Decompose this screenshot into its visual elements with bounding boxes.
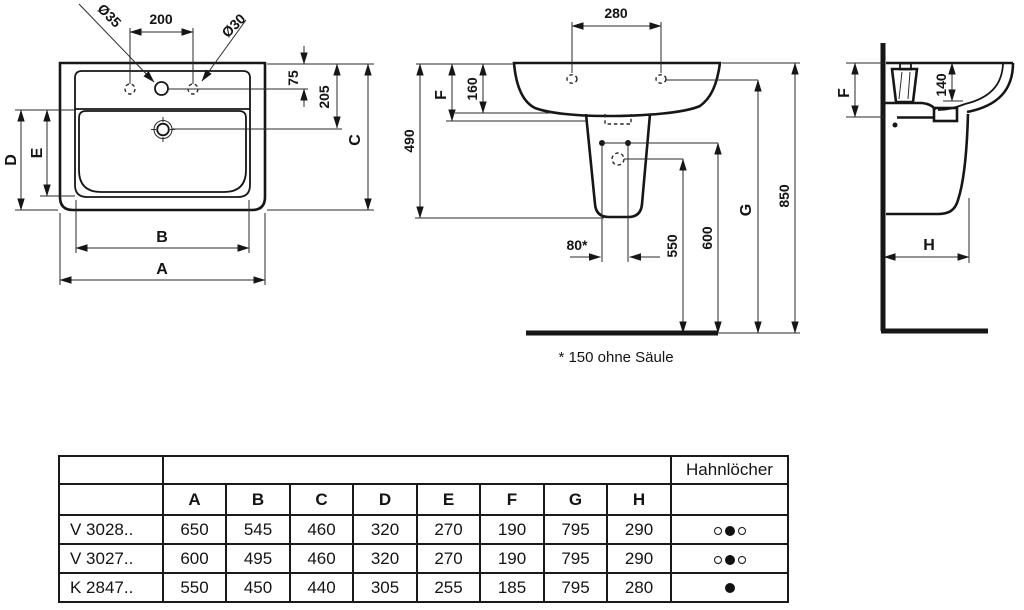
table-row (59, 573, 788, 602)
dim-label-490: 490 (401, 129, 417, 153)
tap-hole-dots (714, 526, 746, 536)
tap-holes-pattern (671, 573, 788, 602)
basin-rim-outline (75, 71, 250, 197)
dim-label-d: D (3, 154, 20, 166)
value-cell: 255 (417, 573, 480, 602)
tap-hole-dots (714, 555, 746, 565)
dim-label-a: A (156, 261, 168, 278)
col-header-e: E (417, 484, 480, 515)
left-tap-hole (125, 84, 135, 94)
value-cell: 270 (417, 515, 480, 544)
value-cell: 550 (163, 573, 226, 602)
fixing-bolt-side (893, 123, 898, 128)
open-hole-icon (714, 527, 722, 535)
col-header-c: C (290, 484, 353, 515)
dimension-table-container (58, 455, 789, 603)
value-cell: 320 (353, 544, 417, 573)
side-view (836, 43, 1013, 331)
tap-holes-header: Hahnlöcher (671, 456, 788, 484)
ext-lines-left (15, 110, 75, 210)
dim-label-dia35: Ø35 (94, 0, 125, 31)
table-row (59, 544, 788, 573)
tap-hole-dots (725, 583, 735, 593)
value-cell: 795 (544, 544, 607, 573)
tap-holes-pattern (671, 544, 788, 573)
table-corner-cell (59, 456, 163, 484)
tap-boss-outline (892, 69, 917, 102)
dim-label-600: 600 (699, 226, 715, 250)
filled-hole-icon (725, 526, 735, 536)
col-header-f: F (480, 484, 544, 515)
dim-label-280: 280 (604, 5, 628, 21)
value-cell: 320 (353, 515, 417, 544)
tap-holes-pattern (671, 515, 788, 544)
value-cell: 450 (226, 573, 290, 602)
col-header-d: D (353, 484, 417, 515)
value-cell: 190 (480, 515, 544, 544)
filled-hole-icon (725, 555, 735, 565)
dim-label-140: 140 (933, 73, 949, 97)
dim-label-850: 850 (776, 184, 792, 208)
value-cell: 280 (607, 573, 671, 602)
value-cell: 495 (226, 544, 290, 573)
dim-label-550: 550 (664, 234, 680, 258)
value-cell: 460 (290, 544, 353, 573)
value-cell: 305 (353, 573, 417, 602)
filled-hole-icon (725, 583, 735, 593)
value-cell: 460 (290, 515, 353, 544)
dim-label-g: G (738, 203, 755, 217)
table-merged-header-cell (163, 456, 671, 484)
value-cell: 650 (163, 515, 226, 544)
value-cell: 600 (163, 544, 226, 573)
open-hole-icon (714, 556, 722, 564)
col-header-h: H (607, 484, 671, 515)
basin-front-outline (514, 63, 720, 116)
model-number: K 2847.. (59, 573, 163, 602)
ext-lines-200 (130, 28, 193, 84)
value-cell: 545 (226, 515, 290, 544)
value-cell: 270 (417, 544, 480, 573)
dim-label-b: B (156, 229, 168, 246)
dim-label-c: C (347, 134, 364, 146)
table-empty-cell (671, 484, 788, 515)
value-cell: 795 (544, 573, 607, 602)
dim-label-80: 80* (566, 237, 588, 253)
dim-label-h: H (923, 237, 935, 254)
drain-symbol (151, 117, 175, 142)
tap-boss-inner-lines (899, 72, 910, 99)
value-cell: 290 (607, 515, 671, 544)
dim-label-hole-spacing: 200 (149, 11, 173, 27)
value-cell: 440 (290, 573, 353, 602)
model-number: V 3027.. (59, 544, 163, 573)
table-empty-cell (59, 484, 163, 515)
dim-label-205: 205 (316, 85, 332, 109)
center-tap-hole (155, 82, 168, 95)
trap-outlet-hole (612, 153, 624, 165)
ext-lines-280 (572, 22, 661, 73)
dim-label-160: 160 (464, 77, 480, 101)
dim-label-dia30: Ø30 (218, 10, 249, 41)
open-hole-icon (738, 556, 746, 564)
body-section-outline (886, 114, 968, 214)
model-number: V 3028.. (59, 515, 163, 544)
dim-label-75: 75 (285, 70, 301, 86)
open-hole-icon (738, 527, 746, 535)
rim-outer-curve (967, 63, 1013, 112)
dim-label-e: E (29, 147, 46, 159)
dim-label-f-side: F (836, 88, 853, 98)
left-tap-hole-front (567, 75, 577, 83)
footnote-text: * 150 ohne Säule (558, 349, 674, 366)
value-cell: 290 (607, 544, 671, 573)
dim-label-f-front: F (433, 90, 450, 100)
col-header-b: B (226, 484, 290, 515)
col-header-a: A (163, 484, 226, 515)
right-tap-hole-front (656, 75, 666, 83)
table-row (59, 515, 788, 544)
value-cell: 795 (544, 515, 607, 544)
basin-outer-outline (60, 63, 265, 210)
deck-underside-line (884, 103, 935, 110)
front-view (401, 5, 800, 366)
dimension-table (58, 455, 789, 603)
value-cell: 185 (480, 573, 544, 602)
col-header-g: G (544, 484, 607, 515)
plan-view (3, 0, 374, 285)
value-cell: 190 (480, 544, 544, 573)
